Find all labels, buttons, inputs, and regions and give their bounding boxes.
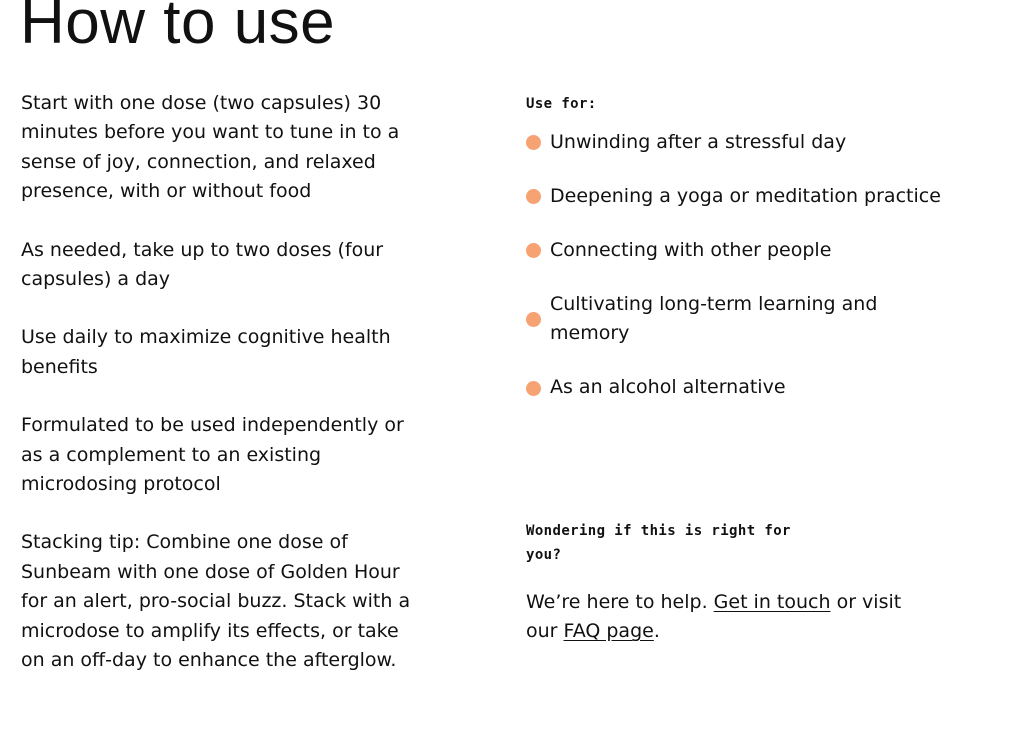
bullet-dot-icon [526, 189, 541, 204]
instruction-dose: Start with one dose (two capsules) 30 minutes before you want to tune in to a sense of joy, connection, and relaxed presence, with or without food [21, 92, 400, 203]
instruction-daily-use: Use daily to maximize cognitive health benefits [21, 326, 391, 378]
page-title: How to use [20, 0, 336, 57]
instruction-stacking-tip: Stacking tip: Combine one dose of Sunbeam with one dose of Golden Hour for an alert, pro-social buzz. Stack with a microdose to amplify its effects, or take on an off-day to enhance the afterglow. [21, 531, 411, 672]
instruction-max-dose: As needed, take up to two doses (four capsules) a day [21, 238, 384, 291]
bullet-dot-icon [526, 312, 541, 327]
faq-page-link[interactable]: FAQ page [563, 620, 654, 643]
use-for-item-label: As an alcohol alternative [550, 376, 786, 399]
use-for-item-label: Connecting with other people [550, 239, 832, 261]
help-text [526, 588, 906, 647]
use-for-list [526, 128, 986, 403]
use-for-item [526, 236, 986, 265]
help-heading: Wondering if this is right for you? [526, 523, 791, 563]
help-text-end: . [653, 620, 660, 643]
use-for-heading: Use for: [526, 96, 597, 112]
get-in-touch-link[interactable]: Get in touch [713, 591, 831, 613]
use-for-item [526, 182, 986, 211]
help-section [526, 519, 966, 647]
use-for-item-label: Unwinding after a stressful day [550, 131, 847, 153]
use-for-item [526, 290, 986, 349]
use-for-section [526, 92, 986, 427]
bullet-dot-icon [526, 381, 541, 396]
help-text-intro: We’re here to help. [526, 591, 714, 613]
use-for-item [526, 128, 986, 157]
bullet-dot-icon [526, 243, 541, 258]
use-for-item [526, 373, 986, 402]
use-for-item-label: Cultivating long-term learning and memory [550, 293, 878, 345]
help-text-middle: or visit our [526, 591, 902, 643]
instructions [21, 89, 413, 705]
use-for-item-label: Deepening a yoga or meditation practice [550, 185, 941, 207]
instruction-microdosing: Formulated to be used independently or as a complement to an existing microdosing protocol [21, 414, 404, 496]
bullet-dot-icon [526, 135, 541, 150]
